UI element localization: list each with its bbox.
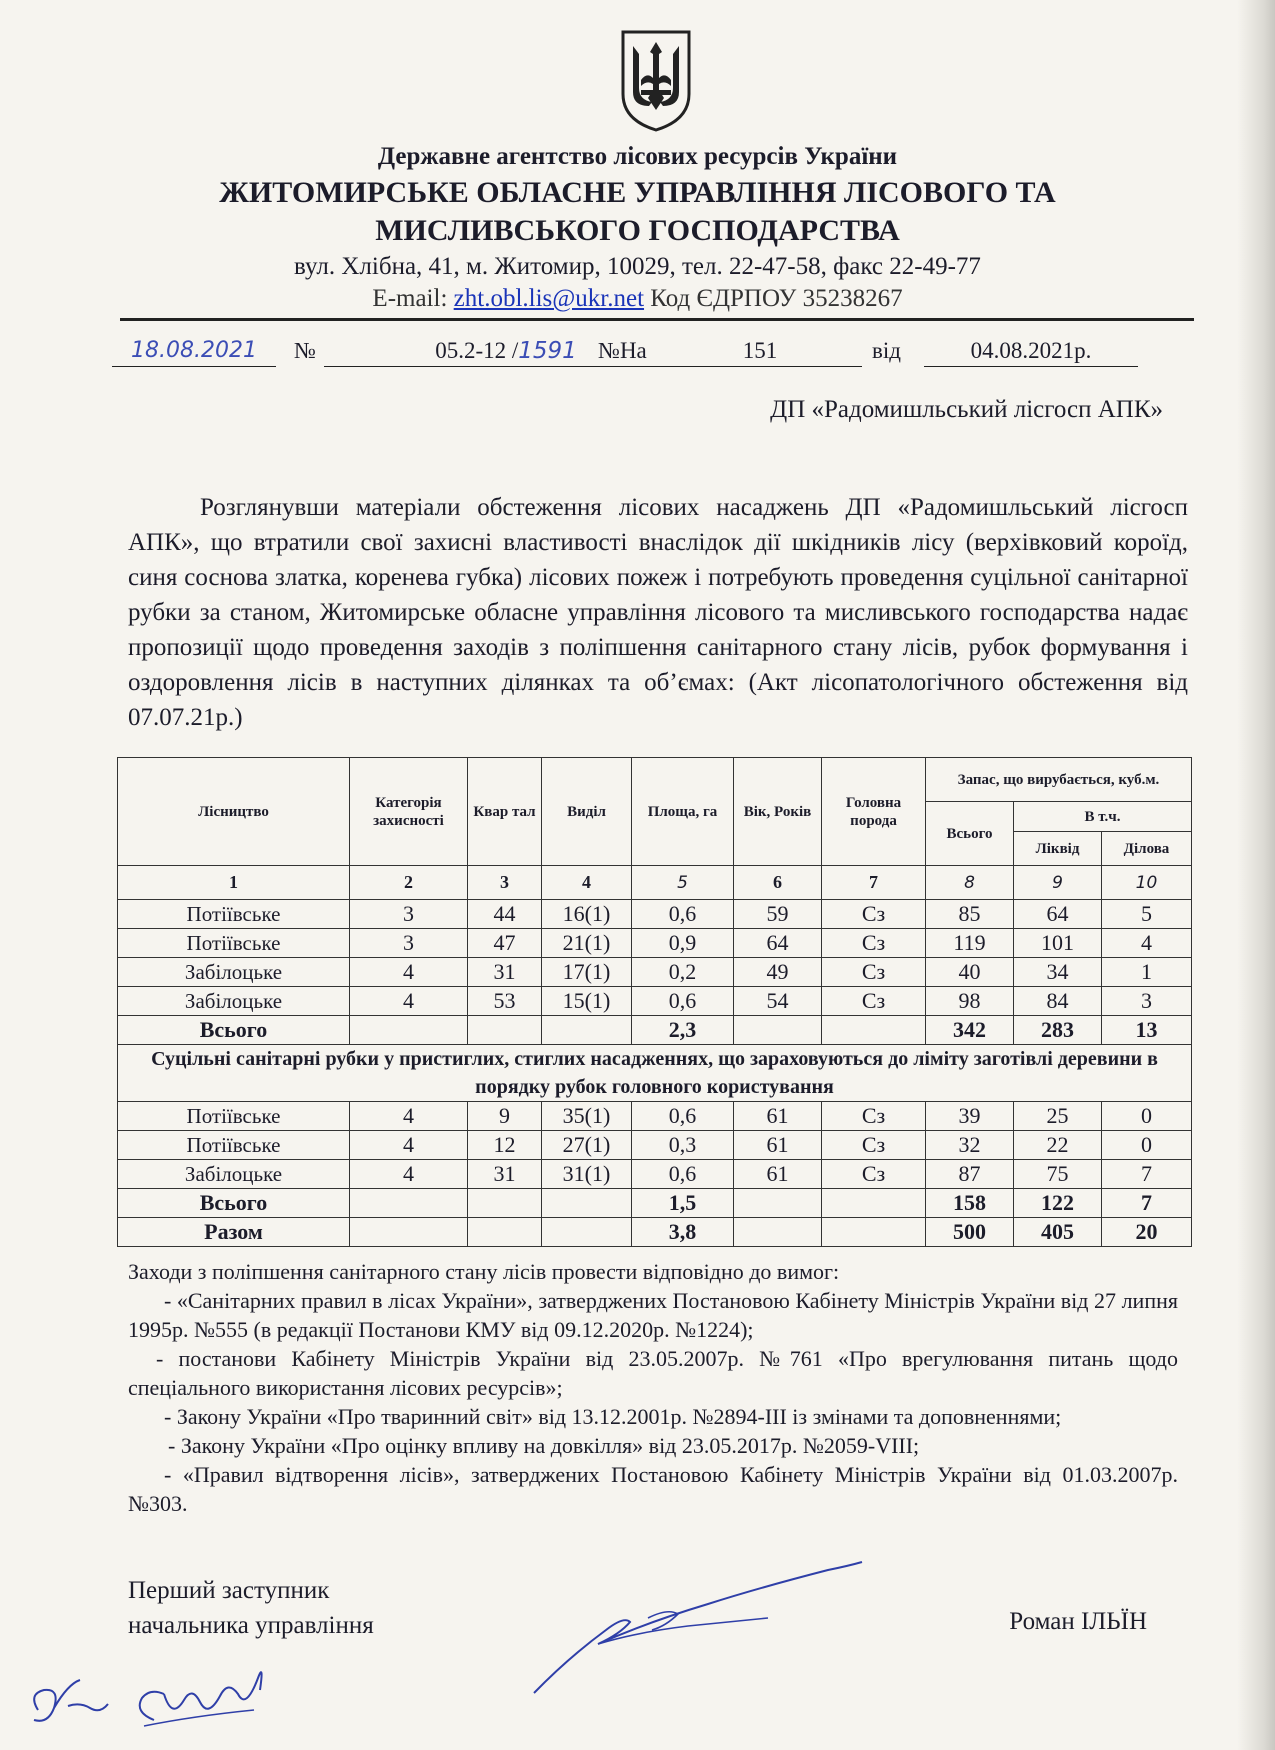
section-title: Суцільні санітарні рубки у пристиглих, стиглих насадженнях, що зараховуються до ліміту заготівлі деревини в порядку рубок головного користування	[118, 1045, 1192, 1102]
table-cell: 101	[1014, 929, 1102, 958]
table-cell: 3	[350, 900, 468, 929]
table-cell: Сз	[822, 958, 926, 987]
signatory-name: Роман ІЛЬЇН	[1009, 1608, 1147, 1635]
table-cell: 12	[468, 1131, 542, 1160]
table-cell: 13	[1102, 1016, 1192, 1045]
table-cell: 283	[1014, 1016, 1102, 1045]
table-cell	[350, 1189, 468, 1218]
table-cell: 5	[1102, 900, 1192, 929]
table-group-b	[118, 1102, 1192, 1189]
forestry-cell: Забілоцьке	[118, 958, 350, 987]
cutting-volumes-table	[117, 757, 1192, 1247]
table-cell	[822, 1016, 926, 1045]
table-cell	[734, 1218, 822, 1247]
table-cell: 25	[1014, 1102, 1102, 1131]
table-cell: 15(1)	[542, 987, 632, 1016]
table-cell: Сз	[822, 929, 926, 958]
table-cell: 31(1)	[542, 1160, 632, 1189]
table-cell: 61	[734, 1131, 822, 1160]
column-number: 5	[632, 866, 734, 900]
table-cell: 0	[1102, 1131, 1192, 1160]
table-cell: 158	[926, 1189, 1014, 1218]
table-cell	[734, 1016, 822, 1045]
table-cell: Сз	[822, 1131, 926, 1160]
subtotal-row	[118, 1016, 1192, 1045]
table-row	[118, 958, 1192, 987]
table-cell: Сз	[822, 1160, 926, 1189]
table-cell: 49	[734, 958, 822, 987]
agency-name: Державне агентство лісових ресурсів України	[377, 143, 898, 170]
column-number: 1	[118, 866, 350, 900]
recipient: ДП «Радомишльський лісгосп АПК»	[770, 396, 1163, 423]
column-numbers-row	[118, 866, 1192, 900]
total-label-cell: Всього	[118, 1189, 350, 1218]
table-grand-total	[118, 1218, 1192, 1247]
table-total-a	[118, 1016, 1192, 1045]
requirement-item: - Закону України «Про оцінку впливу на довкілля» від 23.05.2017р. №2059-VIII;	[168, 1433, 920, 1458]
table-cell: 0,2	[632, 958, 734, 987]
header-divider	[120, 318, 1194, 321]
col-header-total: Всього	[926, 802, 1014, 866]
table-cell: 405	[1014, 1218, 1102, 1247]
table-cell: 4	[350, 987, 468, 1016]
registration-line	[112, 336, 1192, 368]
organization-name	[0, 174, 1275, 250]
table-cell: 75	[1014, 1160, 1102, 1189]
table-cell: 20	[1102, 1218, 1192, 1247]
table-cell: 4	[350, 1131, 468, 1160]
signatory-title-line1: Перший заступник	[128, 1577, 330, 1604]
organization-contacts	[0, 285, 1275, 313]
table-cell: 61	[734, 1160, 822, 1189]
table-cell: 4	[350, 1102, 468, 1131]
handwritten-signature	[528, 1548, 868, 1698]
table-row	[118, 1131, 1192, 1160]
table-cell: 4	[350, 958, 468, 987]
section-title-row	[118, 1045, 1192, 1102]
column-number: 2	[350, 866, 468, 900]
table-cell	[822, 1218, 926, 1247]
table-row	[118, 929, 1192, 958]
forestry-cell: Потіївське	[118, 900, 350, 929]
table-cell: 1	[1102, 958, 1192, 987]
table-cell: 61	[734, 1102, 822, 1131]
signatory-title-line2: начальника управління	[128, 1612, 374, 1639]
table-cell: 2,3	[632, 1016, 734, 1045]
total-label-cell: Всього	[118, 1016, 350, 1045]
table-row	[118, 987, 1192, 1016]
edrpou-code: Код ЄДРПОУ 35238267	[650, 285, 903, 312]
table-cell: 85	[926, 900, 1014, 929]
table-cell: 44	[468, 900, 542, 929]
column-number: 8	[926, 866, 1014, 900]
table-cell	[468, 1016, 542, 1045]
col-header-liquid: Ліквід	[1014, 832, 1102, 866]
table-cell: 98	[926, 987, 1014, 1016]
col-header-quarter: Квар тал	[468, 758, 542, 866]
reference-date: 04.08.2021р.	[924, 336, 1138, 367]
table-cell: 0,9	[632, 929, 734, 958]
table-cell: 0,3	[632, 1131, 734, 1160]
table-cell: Сз	[822, 987, 926, 1016]
letter-body: Розглянувши матеріали обстеження лісових насаджень ДП «Радомишльський лісгосп АПК», що втратили свої захисні властивості внаслідок дії шкідників лісу (верхівковий короїд, синя соснова златка, коренева губка) лісових пожеж і потребують проведення суцільної санітарної рубки за станом, Житомирське обласне управління лісового та мисливського господарства надає пропозиції щодо проведення заходів з поліпшення санітарного стану лісів, рубок формування і оздоровлення лісів в наступних ділянках та об’ємах: (Акт лісопатологічного обстеження від 07.07.21р.)	[128, 494, 1188, 731]
table-cell	[468, 1218, 542, 1247]
reference-label: №На	[598, 338, 647, 363]
col-header-incl: В т.ч.	[1014, 802, 1192, 832]
table-cell: Сз	[822, 1102, 926, 1131]
table-cell: 21(1)	[542, 929, 632, 958]
table-cell: 0,6	[632, 900, 734, 929]
col-header-age: Вік, Років	[734, 758, 822, 866]
table-cell: 0,6	[632, 987, 734, 1016]
table-cell: 47	[468, 929, 542, 958]
table-cell	[468, 1189, 542, 1218]
table-group-a	[118, 900, 1192, 1016]
coat-of-arms-icon	[619, 28, 693, 133]
col-header-species: Головна порода	[822, 758, 926, 866]
requirement-item: - «Санітарних правил в лісах України», затверджених Постановою Кабінету Міністрів України від 27 липня 1995р. №555 (в редакції Постанови КМУ від 09.12.2020р. №1224);	[128, 1288, 1178, 1342]
table-cell	[734, 1189, 822, 1218]
forestry-cell: Потіївське	[118, 929, 350, 958]
table-cell: 39	[926, 1102, 1014, 1131]
table-cell: 27(1)	[542, 1131, 632, 1160]
table-cell: 17(1)	[542, 958, 632, 987]
forestry-cell: Забілоцьке	[118, 987, 350, 1016]
total-label-cell: Разом	[118, 1218, 350, 1247]
table-cell: 342	[926, 1016, 1014, 1045]
table-cell: 0	[1102, 1102, 1192, 1131]
table-cell: Сз	[822, 900, 926, 929]
table-cell	[542, 1189, 632, 1218]
column-number: 9	[1014, 866, 1102, 900]
table-cell: 53	[468, 987, 542, 1016]
organization-address: вул. Хлібна, 41, м. Житомир, 10029, тел. 22-47-58, факс 22-49-77	[294, 253, 981, 280]
from-label: від	[872, 338, 901, 363]
table-cell: 64	[734, 929, 822, 958]
table-cell	[822, 1189, 926, 1218]
column-number: 3	[468, 866, 542, 900]
table-cell: 4	[1102, 929, 1192, 958]
forestry-cell: Забілоцьке	[118, 1160, 350, 1189]
table-cell: 7	[1102, 1160, 1192, 1189]
email-link[interactable]: zht.obl.lis@ukr.net	[453, 285, 645, 312]
column-number: 6	[734, 866, 822, 900]
table-cell: 4	[350, 1160, 468, 1189]
requirement-item: - постанови Кабінету Міністрів України від 23.05.2007р. №761 «Про врегулювання питань щодо спеціального використання лісових ресурсів»;	[128, 1346, 1178, 1400]
table-cell: 31	[468, 958, 542, 987]
table-cell: 34	[1014, 958, 1102, 987]
signatory-title	[128, 1573, 374, 1643]
outgoing-number-handwritten: 1591	[518, 338, 577, 364]
table-cell: 1,5	[632, 1189, 734, 1218]
column-number: 4	[542, 866, 632, 900]
table-cell: 0,6	[632, 1102, 734, 1131]
table-cell: 40	[926, 958, 1014, 987]
table-cell: 122	[1014, 1189, 1102, 1218]
table-cell: 64	[1014, 900, 1102, 929]
table-cell: 3	[350, 929, 468, 958]
column-number: 7	[822, 866, 926, 900]
table-cell	[350, 1218, 468, 1247]
table-cell: 16(1)	[542, 900, 632, 929]
table-cell: 7	[1102, 1189, 1192, 1218]
table-cell: 35(1)	[542, 1102, 632, 1131]
table-cell: 500	[926, 1218, 1014, 1247]
requirement-item: - «Правил відтворення лісів», затверджених Постановою Кабінету Міністрів України від 01.03.2007р. №303.	[128, 1462, 1178, 1516]
table-cell: 119	[926, 929, 1014, 958]
approval-initials	[24, 1650, 284, 1740]
table-total-b	[118, 1189, 1192, 1218]
table-row	[118, 1160, 1192, 1189]
col-header-area: Площа, га	[632, 758, 734, 866]
col-header-stock: Запас, що вирубається, куб.м.	[926, 758, 1192, 802]
requirements-intro: Заходи з поліпшення санітарного стану лісів провести відповідно до вимог:	[128, 1259, 840, 1284]
col-header-category: Категорія захисності	[350, 758, 468, 866]
subtotal-row	[118, 1189, 1192, 1218]
requirement-item: - Закону України «Про тваринний світ» від 13.12.2001р. №2894-ІІІ із змінами та доповненнями;	[164, 1404, 1062, 1429]
col-header-section: Виділ	[542, 758, 632, 866]
table-cell: 22	[1014, 1131, 1102, 1160]
column-number: 10	[1102, 866, 1192, 900]
table-cell: 59	[734, 900, 822, 929]
forestry-cell: Потіївське	[118, 1131, 350, 1160]
email-label: E-mail:	[372, 285, 448, 312]
grand-total-row	[118, 1218, 1192, 1247]
col-header-forestry: Лісництво	[118, 758, 350, 866]
table-cell	[542, 1016, 632, 1045]
table-cell: 54	[734, 987, 822, 1016]
table-row	[118, 900, 1192, 929]
table-cell: 87	[926, 1160, 1014, 1189]
organization-name-line2: МИСЛИВСЬКОГО ГОСПОДАРСТВА	[375, 214, 900, 247]
outgoing-date: 18.08.2021	[112, 336, 276, 367]
table-row	[118, 1102, 1192, 1131]
col-header-commercial: Ділова	[1102, 832, 1192, 866]
forestry-cell: Потіївське	[118, 1102, 350, 1131]
table-cell: 84	[1014, 987, 1102, 1016]
table-cell: 32	[926, 1131, 1014, 1160]
organization-name-line1: ЖИТОМИРСЬКЕ ОБЛАСНЕ УПРАВЛІННЯ ЛІСОВОГО ТА	[219, 176, 1056, 209]
number-label: №	[294, 338, 316, 363]
table-cell	[350, 1016, 468, 1045]
table-cell: 3	[1102, 987, 1192, 1016]
requirements	[128, 1257, 1178, 1518]
table-cell: 0,6	[632, 1160, 734, 1189]
table-cell: 3,8	[632, 1218, 734, 1247]
outgoing-number-prefix: 05.2-12 /	[435, 338, 519, 363]
reference-number: 151	[658, 336, 862, 367]
table-cell: 31	[468, 1160, 542, 1189]
table-cell: 9	[468, 1102, 542, 1131]
table-cell	[542, 1218, 632, 1247]
